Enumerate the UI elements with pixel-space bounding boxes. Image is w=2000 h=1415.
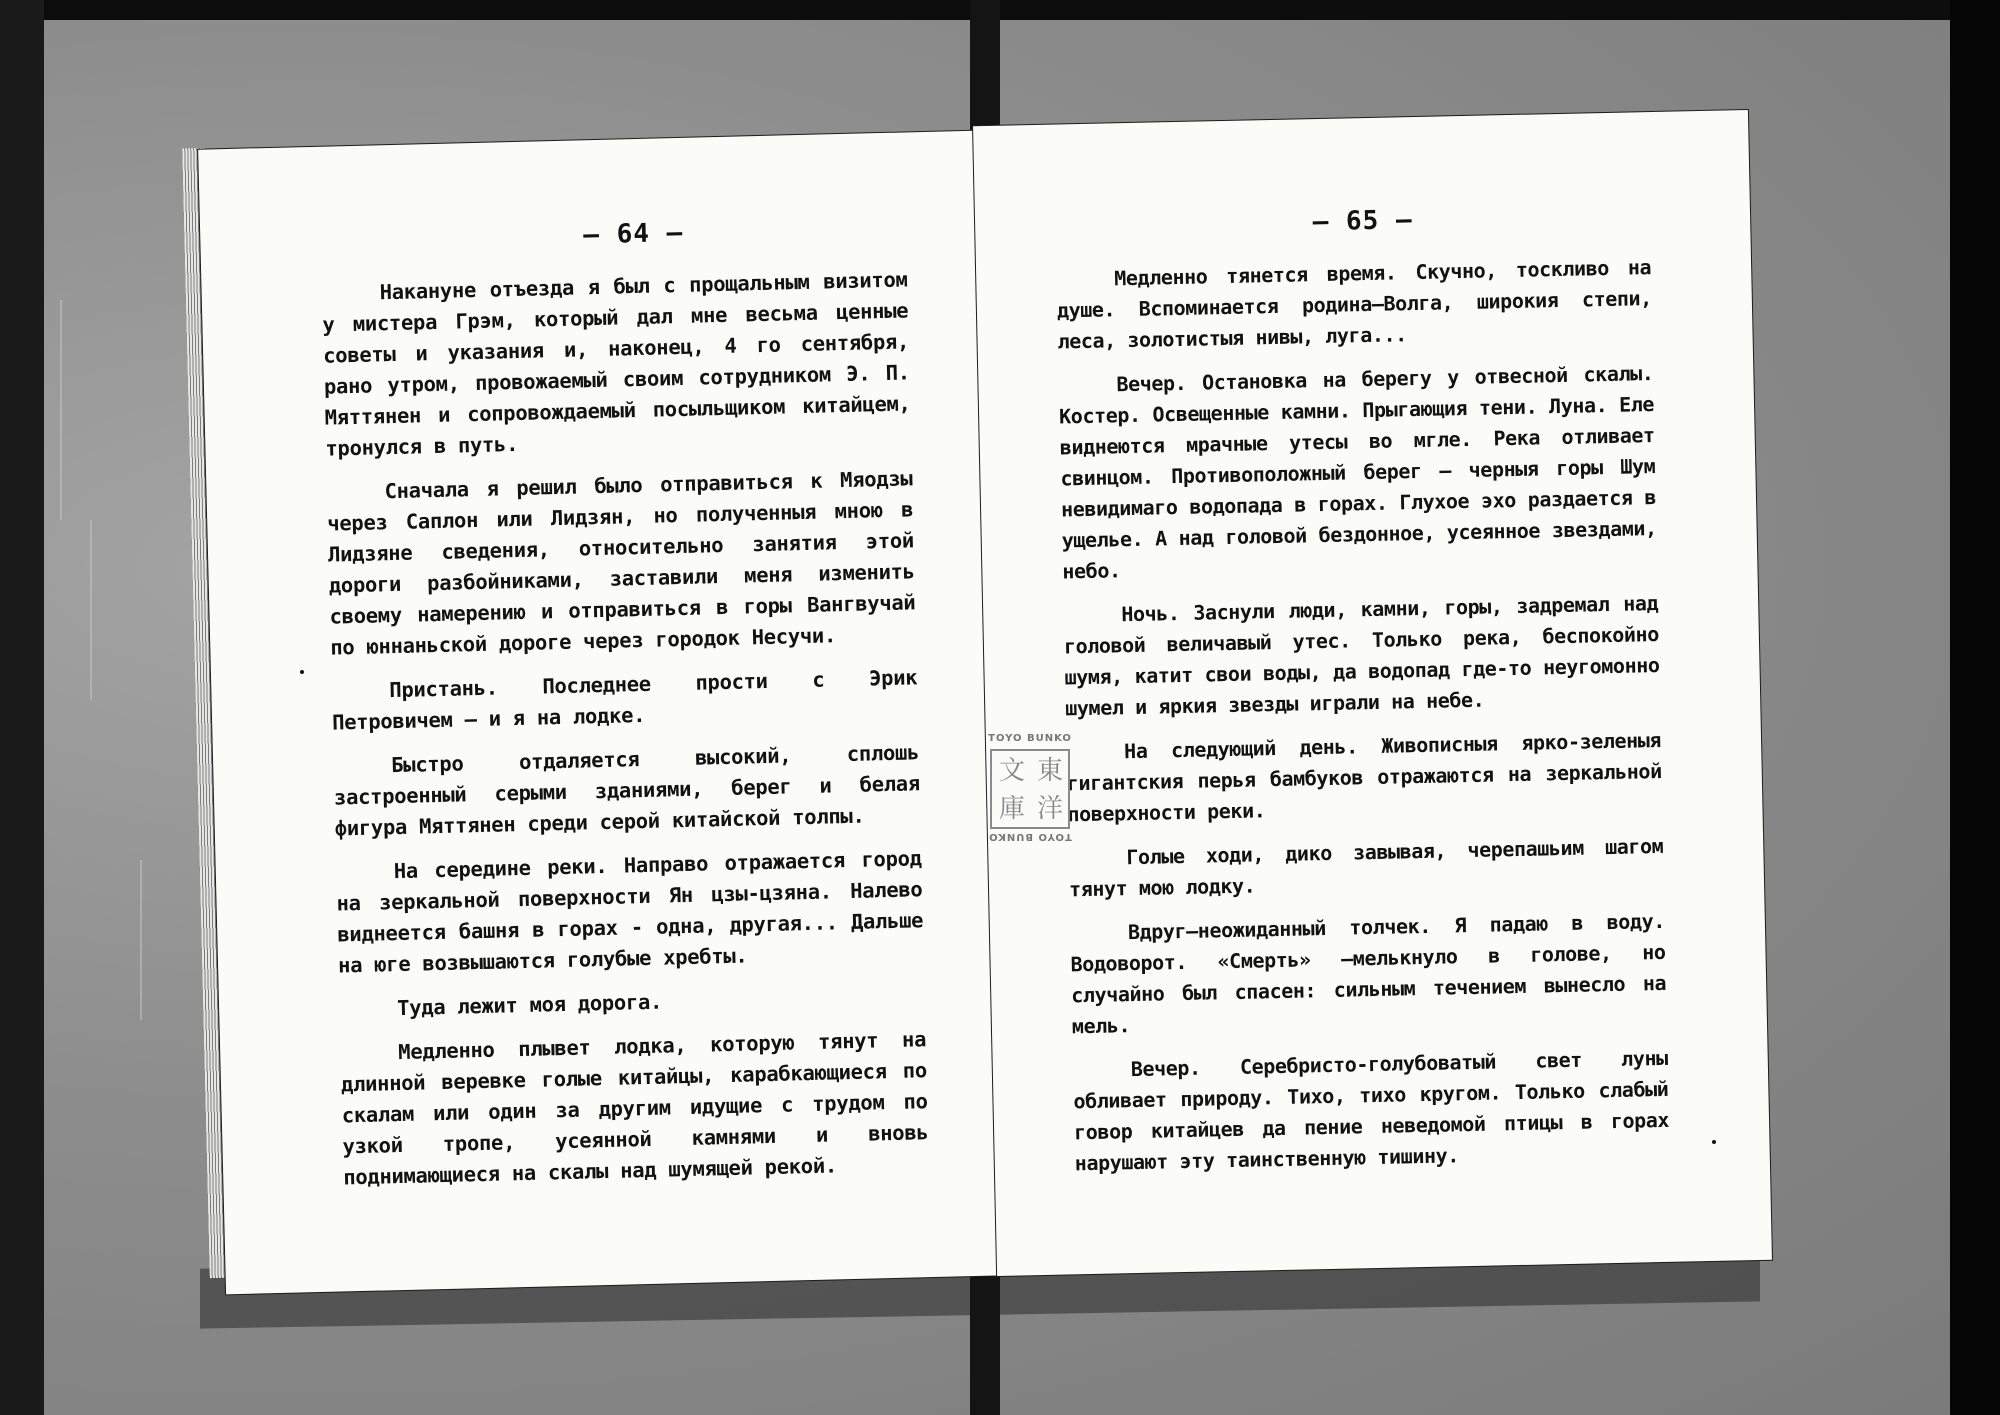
stamp-char: 庫 [998,794,1025,824]
paragraph: Вечер. Серебристо-голубоватый свет луны обливает природу. Тихо, тихо кругом. Только слабый говор китайцев да пение неведомой птицы в горах нарушают эту таинственную тишину. [1073,1045,1670,1176]
scan-scratch [140,860,142,1020]
paragraph: Быстро отдаляется высокий, сплошь застроенный серыми зданиями, берег и белая фигура Мяттянен среди серой китайской толпы. [333,740,921,841]
scan-scratch [90,520,92,700]
left-page [198,131,1006,1295]
paragraph: Туда лежит моя дорога. [396,989,663,1021]
library-stamp [970,733,1090,845]
paragraph: Голые ходи, дико завывая, черепашьим шагом тянут мою лодку. [1068,833,1664,902]
stamp-seal [990,749,1070,829]
paragraph: Пристань. Последнее прости с Эрик Петровичем — и я на лодке. [331,665,918,735]
paragraph: На следующий день. Живописныя ярко-зеленыя гигантския перья бамбуков отражаются на зеркальной поверхности реки. [1066,727,1662,827]
right-page [973,110,1772,1276]
page-number: — 64 — [583,217,684,251]
stamp-char: 文 [998,756,1025,786]
paragraph: Ночь. Заснули люди, камни, горы, задремал над головой величавый утес. Только река, беспокойно шумя, катит свои воды, да водопад где-то неугомонно шумел и яркия звезды играли на небе. [1063,591,1660,721]
paragraph: Вдруг—неожиданный толчек. Я падаю в воду. Водоворот. «Смерть» —мелькнуло в голове, но случайно был спасен: сильным течением вынесло на мель. [1070,908,1667,1039]
paragraph: Медленно плывет лодка, которую тянут на длинной веревке голые китайцы, карабкающиеся по скалам или один за другим идущие с трудом по узкой тропе, усеянной камнями и вновь поднимающиеся на скалы над шумящей рекой. [340,1027,929,1190]
paragraph: Накануне отъезда я был с прощальным визитом у мистера Грэм, который дал мне весьма ценные советы и указания и, наконец, 4 го сентября, рано утром, провожаемый своим сотрудником Э. П. Мяттянен и сопровождаемый посыльщиком китайцем, тронулся в путь. [322,267,911,461]
stamp-char: 東 [1036,756,1063,786]
film-frame-top [0,0,2000,20]
paragraph: Сначала я решил было отправиться к Мяодзы через Саплон или Лидзян, но полученныя мною в Лидзяне сведения, относительно занятия этой дороги разбойниками, заставили меня изменить своему намерению и отправиться в горы Вангвучай по юннаньской дороге через городок Несучи. [327,466,916,660]
paragraph: Медленно тянется время. Скучно, тоскливо на душе. Вспоминается родина—Волга, широкия степи, леса, золотистыя нивы, луга... [1056,255,1653,354]
ink-speck [300,670,304,674]
stamp-char: 洋 [1036,794,1063,824]
paragraph: На середине реки. Направо отражается город на зеркальной поверхности Ян цзы-цзяна. Налево виднеется башня в горах - одна, другая... Дальше на юге возвышаются голубые хребты. [336,846,924,978]
paragraph: Вечер. Остановка на берегу у отвесной скалы. Костер. Освещенные камни. Прыгающия тени. Луна. Еле виднеются мрачные утесы во мгле. Река отливает свинцом. Противоположный берег — черныя горы Шум невидимаго водопада в горах. Глухое эхо раздается в ущелье. А над головой бездонное, усеянное звездами, небо. [1058,361,1657,584]
stamp-text-bottom: TOYO BUNKO [988,831,1072,842]
film-frame-right [1950,0,2000,1415]
ink-speck [1712,1140,1716,1144]
page-number: — 65 — [1312,205,1413,238]
stamp-text-top: TOYO BUNKO [988,733,1072,744]
film-frame-left [0,0,44,1415]
scan-scratch [60,300,62,520]
